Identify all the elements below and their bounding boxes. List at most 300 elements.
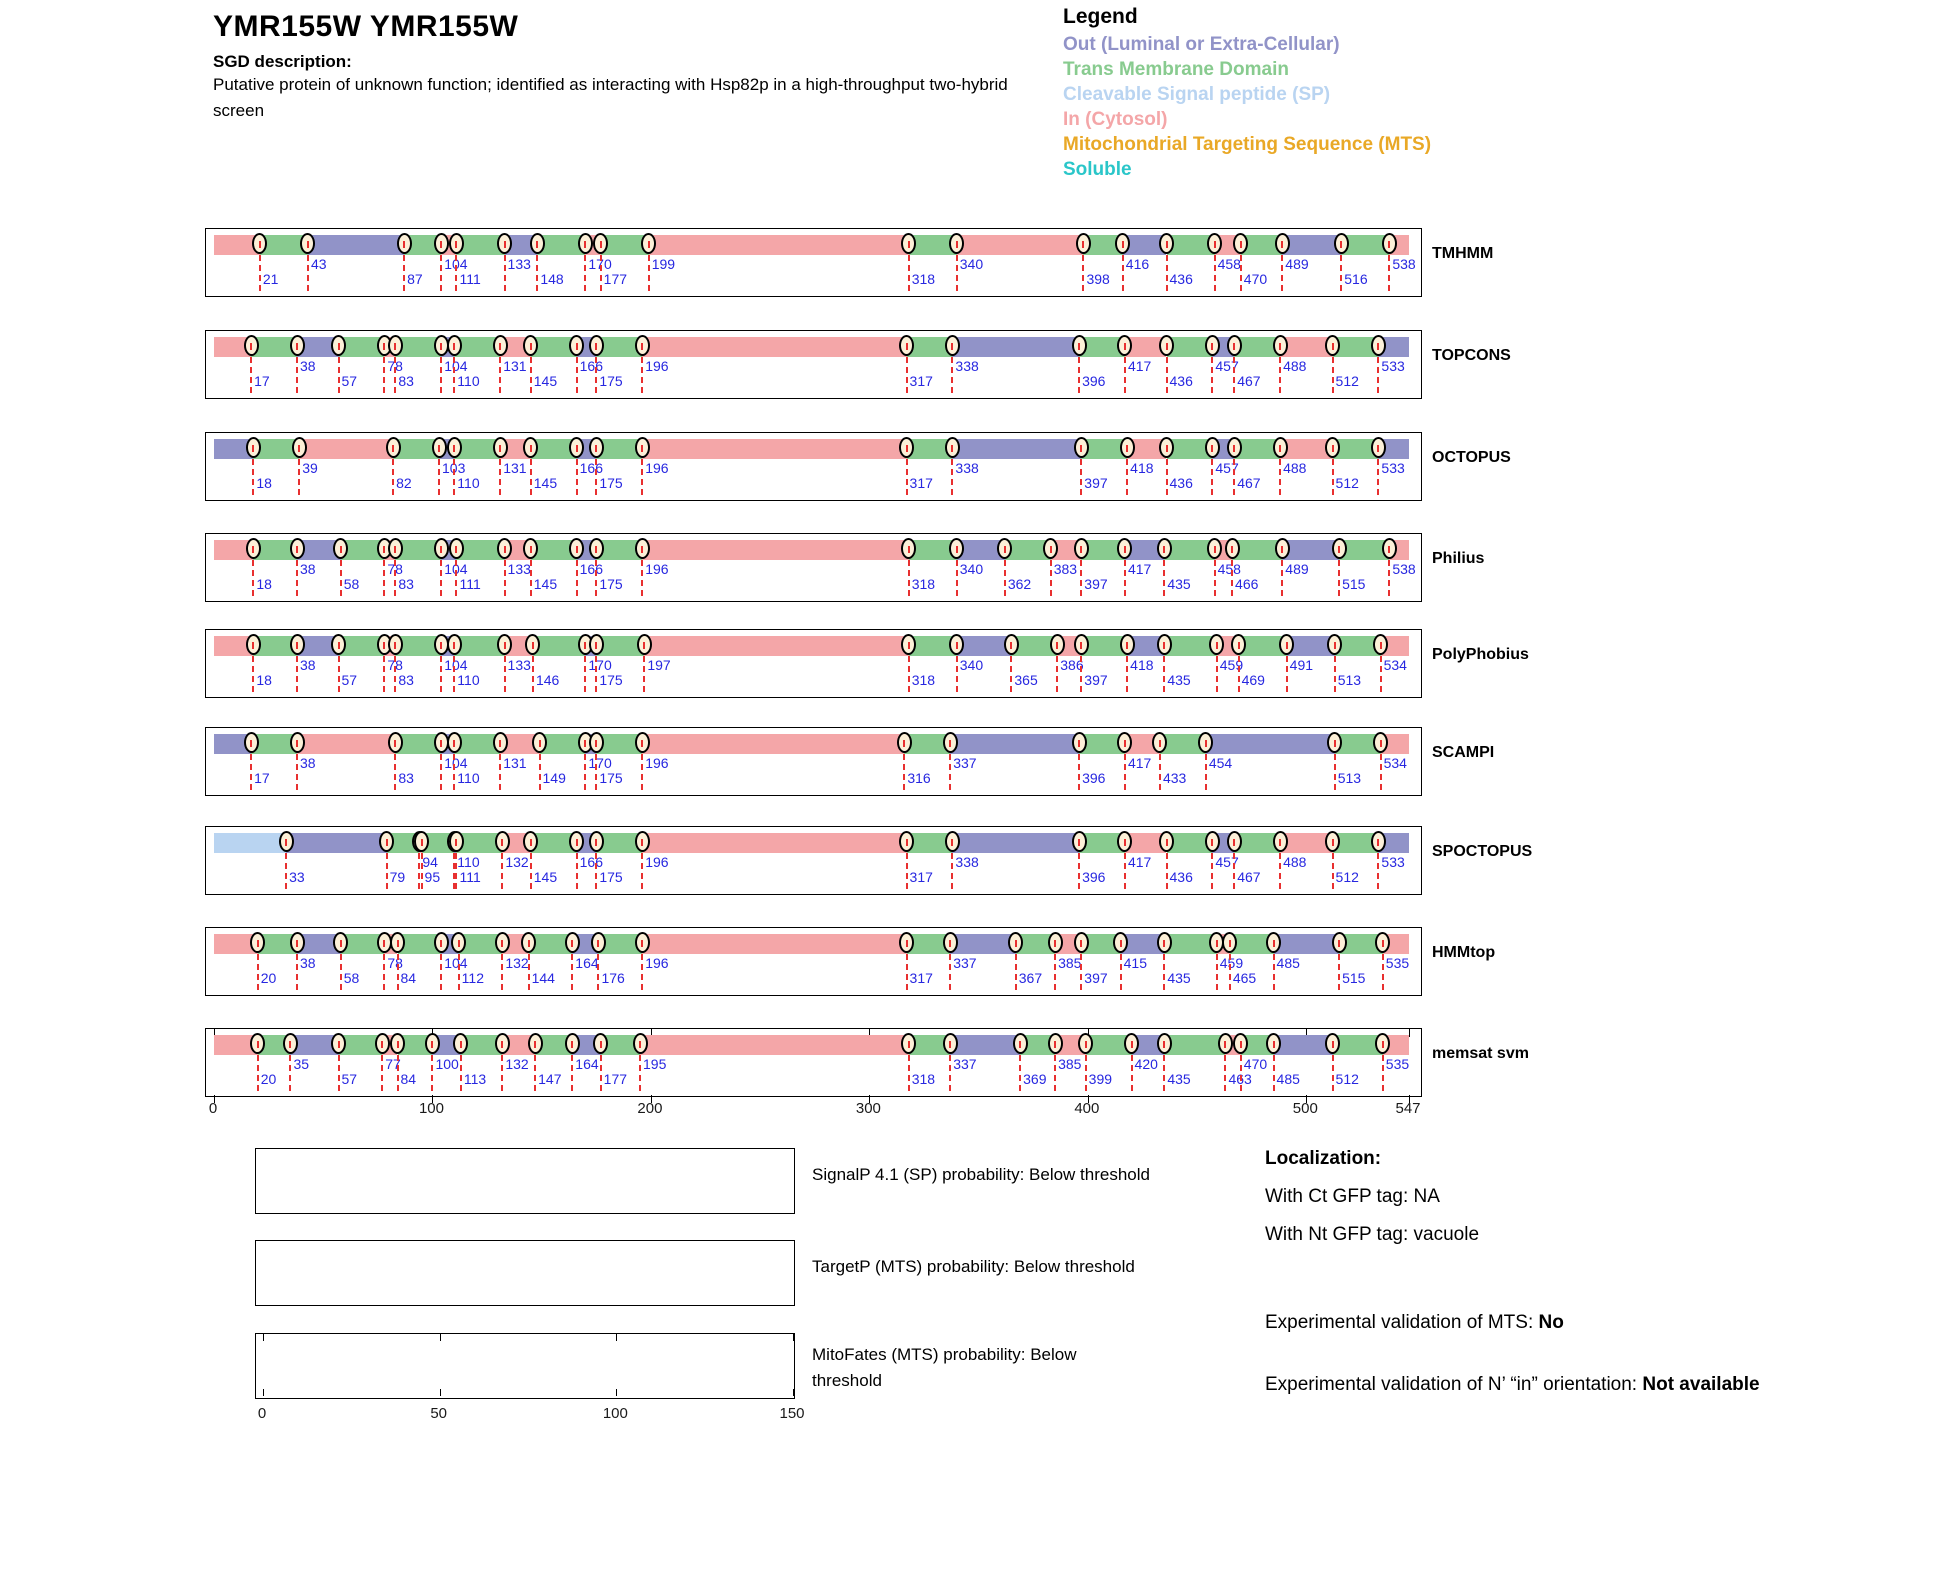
boundary-marker-dash <box>440 546 442 553</box>
boundary-marker-dash <box>453 343 455 350</box>
boundary-marker-icon <box>493 437 508 458</box>
boundary-number: 38 <box>300 561 316 577</box>
boundary-marker-dash <box>504 546 506 553</box>
boundary-marker-icon <box>388 732 403 753</box>
boundary-marker-icon <box>1157 538 1172 559</box>
sequence-axis-tick-label: 300 <box>855 1100 881 1117</box>
boundary-marker-dash <box>383 940 385 947</box>
boundary-marker-dash <box>1240 241 1242 248</box>
boundary-marker-dash <box>949 940 951 947</box>
boundary-marker-icon <box>945 335 960 356</box>
boundary-marker-dash <box>1078 740 1080 747</box>
boundary-number: 110 <box>457 373 480 389</box>
boundary-marker-dash <box>1078 839 1080 846</box>
legend-item-soluble: Soluble <box>1063 159 1132 180</box>
mts-validation-line <box>1265 1312 1564 1334</box>
boundary-marker-icon <box>589 732 604 753</box>
boundary-marker-dash <box>1163 546 1165 553</box>
track-box-TOPCONS <box>205 330 1422 399</box>
boundary-marker-icon <box>449 831 464 852</box>
boundary-marker-icon <box>635 437 650 458</box>
boundary-marker-icon <box>532 732 547 753</box>
boundary-number: 467 <box>1237 475 1261 491</box>
boundary-marker-dash <box>648 241 650 248</box>
boundary-number: 397 <box>1084 475 1108 491</box>
boundary-marker-dash <box>1231 546 1233 553</box>
boundary-marker-dash <box>381 1041 383 1048</box>
boundary-number: 170 <box>588 657 612 673</box>
boundary-marker-dash <box>1216 642 1218 649</box>
legend-item-sp: Cleavable Signal peptide (SP) <box>1063 84 1331 105</box>
boundary-number: 488 <box>1283 854 1307 870</box>
boundary-number: 197 <box>647 657 671 673</box>
boundary-marker-dash <box>597 940 599 947</box>
track-label-SPOCTOPUS: SPOCTOPUS <box>1432 843 1533 860</box>
boundary-marker-icon <box>1325 1033 1340 1054</box>
prob-tick-top <box>440 1334 441 1341</box>
boundary-number: 467 <box>1237 869 1261 885</box>
boundary-marker-dash <box>1080 940 1082 947</box>
boundary-marker-dash <box>397 1041 399 1048</box>
boundary-marker-icon <box>1227 335 1242 356</box>
boundary-number: 340 <box>959 256 984 272</box>
boundary-number: 435 <box>1167 1071 1191 1087</box>
boundary-marker-icon <box>1266 932 1281 953</box>
boundary-number: 318 <box>911 1071 936 1087</box>
boundary-marker-icon <box>633 1033 648 1054</box>
boundary-marker-icon <box>1157 1033 1172 1054</box>
sgd-description-text: Putative protein of unknown function; identified as interacting with Hsp82p in a high-throughput two-hybrid screen <box>213 75 1008 121</box>
boundary-marker-icon <box>1205 831 1220 852</box>
boundary-marker-dash <box>1332 445 1334 452</box>
boundary-marker-dash <box>1233 839 1235 846</box>
boundary-marker-dash <box>643 642 645 649</box>
ruler-tick-top <box>1409 1029 1410 1037</box>
boundary-marker-dash <box>1004 546 1006 553</box>
segment-out <box>950 1035 1020 1055</box>
boundary-number: 399 <box>1088 1071 1113 1087</box>
boundary-marker-icon <box>565 932 580 953</box>
boundary-marker-dash <box>641 445 643 452</box>
boundary-marker-icon <box>414 831 429 852</box>
boundary-marker-icon <box>1275 233 1290 254</box>
boundary-marker-icon <box>390 932 405 953</box>
boundary-marker-dash <box>250 740 252 747</box>
boundary-marker-icon <box>1373 732 1388 753</box>
track-label-TMHMM: TMHMM <box>1432 245 1494 262</box>
boundary-marker-dash <box>530 445 532 452</box>
boundary-number: 196 <box>645 358 669 374</box>
boundary-number: 457 <box>1215 460 1239 476</box>
boundary-number: 149 <box>542 770 566 786</box>
boundary-marker-icon <box>290 634 305 655</box>
boundary-number: 397 <box>1084 672 1108 688</box>
prob-tick-bottom <box>440 1389 441 1396</box>
segment-in <box>642 337 906 357</box>
boundary-marker-icon <box>449 538 464 559</box>
boundary-number: 38 <box>300 755 316 771</box>
track-box-OCTOPUS <box>205 432 1422 501</box>
boundary-marker-icon <box>246 437 261 458</box>
boundary-marker-dash <box>595 546 597 553</box>
boundary-marker-dash <box>595 642 597 649</box>
boundary-marker-dash <box>252 445 254 452</box>
boundary-number: 18 <box>256 475 272 491</box>
boundary-marker-icon <box>279 831 294 852</box>
boundary-marker-dash <box>908 1041 910 1048</box>
boundary-marker-dash <box>1338 546 1340 553</box>
boundary-marker-dash <box>530 343 532 350</box>
boundary-marker-icon <box>1207 233 1222 254</box>
boundary-marker-icon <box>493 732 508 753</box>
boundary-number: 164 <box>575 1056 599 1072</box>
boundary-marker-dash <box>1163 642 1165 649</box>
boundary-number: 38 <box>300 358 316 374</box>
boundary-marker-icon <box>290 932 305 953</box>
boundary-marker-dash <box>394 546 396 553</box>
boundary-marker-dash <box>1124 839 1126 846</box>
boundary-marker-dash <box>1054 1041 1056 1048</box>
boundary-number: 416 <box>1125 256 1150 272</box>
boundary-marker-dash <box>383 343 385 350</box>
track-box-TMHMM <box>205 228 1422 297</box>
track-box-SCAMPI <box>205 727 1422 796</box>
boundary-marker-dash <box>338 1041 340 1048</box>
boundary-marker-dash <box>1080 445 1082 452</box>
boundary-marker-dash <box>1380 740 1382 747</box>
boundary-marker-icon <box>943 932 958 953</box>
boundary-marker-dash <box>438 445 440 452</box>
boundary-number: 57 <box>341 1071 358 1087</box>
track-label-SCAMPI: SCAMPI <box>1432 744 1495 761</box>
boundary-marker-dash <box>394 642 396 649</box>
boundary-number: 38 <box>300 955 316 971</box>
boundary-marker-icon <box>565 1033 580 1054</box>
boundary-number: 367 <box>1018 970 1043 986</box>
boundary-marker-dash <box>595 740 597 747</box>
boundary-number: 340 <box>959 657 984 673</box>
boundary-marker-dash <box>296 343 298 350</box>
boundary-number: 318 <box>911 271 936 287</box>
boundary-marker-dash <box>1159 740 1161 747</box>
boundary-number: 17 <box>254 373 270 389</box>
boundary-marker-dash <box>1286 642 1288 649</box>
boundary-marker-dash <box>908 642 910 649</box>
boundary-marker-dash <box>595 839 597 846</box>
boundary-marker-dash <box>431 1041 433 1048</box>
boundary-marker-icon <box>1159 335 1174 356</box>
localization-heading: Localization: <box>1265 1148 1382 1169</box>
boundary-marker-dash <box>501 1041 503 1048</box>
boundary-marker-icon <box>497 538 512 559</box>
boundary-marker-dash <box>539 740 541 747</box>
probability-axis-tick-label: 0 <box>257 1405 267 1422</box>
boundary-number: 166 <box>579 561 603 577</box>
prob-tick-bottom <box>616 1389 617 1396</box>
boundary-marker-dash <box>453 642 455 649</box>
boundary-number: 58 <box>343 576 360 592</box>
boundary-marker-dash <box>458 940 460 947</box>
boundary-number: 133 <box>507 561 531 577</box>
prob-tick-top <box>793 1334 794 1341</box>
boundary-number: 177 <box>603 271 628 287</box>
boundary-marker-icon <box>528 1033 543 1054</box>
boundary-marker-icon <box>379 831 394 852</box>
boundary-number: 196 <box>645 460 669 476</box>
boundary-number: 175 <box>599 770 623 786</box>
boundary-marker-dash <box>600 241 602 248</box>
boundary-number: 111 <box>459 869 481 885</box>
boundary-marker-dash <box>951 445 953 452</box>
boundary-marker-icon <box>635 831 650 852</box>
boundary-marker-icon <box>447 335 462 356</box>
boundary-number: 362 <box>1007 576 1032 592</box>
boundary-number: 104 <box>444 256 468 272</box>
boundary-marker-dash <box>1080 642 1082 649</box>
boundary-marker-dash <box>455 241 457 248</box>
boundary-number: 103 <box>442 460 466 476</box>
boundary-marker-dash <box>1163 1041 1165 1048</box>
boundary-marker-dash <box>455 839 457 846</box>
boundary-marker-dash <box>584 740 586 747</box>
boundary-marker-icon <box>497 634 512 655</box>
boundary-number: 318 <box>911 672 936 688</box>
boundary-number: 512 <box>1335 475 1359 491</box>
boundary-number: 110 <box>457 475 480 491</box>
boundary-marker-icon <box>1048 1033 1063 1054</box>
boundary-marker-dash <box>1382 1041 1384 1048</box>
boundary-number: 78 <box>387 657 403 673</box>
segment-out <box>950 934 1016 954</box>
boundary-marker-dash <box>600 1041 602 1048</box>
boundary-marker-dash <box>530 839 532 846</box>
boundary-marker-icon <box>899 831 914 852</box>
boundary-marker-icon <box>1159 437 1174 458</box>
boundary-marker-icon <box>589 634 604 655</box>
boundary-marker-dash <box>1056 642 1058 649</box>
boundary-marker-dash <box>1388 546 1390 553</box>
boundary-marker-icon <box>521 932 536 953</box>
boundary-number: 104 <box>444 755 468 771</box>
track-label-OCTOPUS: OCTOPUS <box>1432 449 1511 466</box>
boundary-number: 145 <box>533 576 558 592</box>
segment-out <box>308 235 404 255</box>
segment-out <box>1282 540 1339 560</box>
segment-out <box>1282 235 1341 255</box>
boundary-marker-icon <box>1371 437 1386 458</box>
boundary-marker-dash <box>1377 343 1379 350</box>
boundary-number: 436 <box>1169 271 1193 287</box>
boundary-marker-dash <box>1281 546 1283 553</box>
segment-out <box>952 337 1079 357</box>
boundary-number: 398 <box>1086 271 1110 287</box>
boundary-marker-dash <box>1233 445 1235 452</box>
boundary-marker-icon <box>578 233 593 254</box>
localization-nt-gfp: With Nt GFP tag: vacuole <box>1265 1224 1480 1245</box>
boundary-number: 104 <box>444 358 468 374</box>
boundary-marker-icon <box>246 634 261 655</box>
boundary-number: 94 <box>422 854 438 870</box>
boundary-marker-dash <box>252 642 254 649</box>
boundary-marker-dash <box>906 343 908 350</box>
boundary-marker-dash <box>340 940 342 947</box>
boundary-marker-icon <box>1072 831 1087 852</box>
boundary-number: 20 <box>260 1071 277 1087</box>
segment-out <box>1206 734 1335 754</box>
boundary-marker-icon <box>591 932 606 953</box>
boundary-marker-icon <box>589 538 604 559</box>
segment-in <box>644 636 908 656</box>
boundary-marker-dash <box>1054 940 1056 947</box>
boundary-marker-icon <box>1332 538 1347 559</box>
prob-tick-bottom <box>793 1389 794 1396</box>
boundary-marker-icon <box>530 233 545 254</box>
boundary-marker-dash <box>1216 940 1218 947</box>
boundary-marker-icon <box>244 732 259 753</box>
boundary-number: 534 <box>1383 657 1407 673</box>
boundary-marker-dash <box>296 546 298 553</box>
boundary-number: 100 <box>435 1056 459 1072</box>
boundary-number: 78 <box>387 561 403 577</box>
boundary-marker-dash <box>1281 241 1283 248</box>
boundary-marker-dash <box>906 445 908 452</box>
boundary-marker-icon <box>1050 634 1065 655</box>
boundary-marker-dash <box>1332 1041 1334 1048</box>
boundary-number: 83 <box>398 373 414 389</box>
boundary-number: 488 <box>1283 460 1307 476</box>
boundary-marker-icon <box>1207 538 1222 559</box>
boundary-marker-icon <box>899 932 914 953</box>
orientation-validation-value: Not available <box>1642 1374 1760 1395</box>
boundary-marker-icon <box>1382 233 1397 254</box>
boundary-marker-icon <box>447 732 462 753</box>
boundary-number: 95 <box>424 869 441 885</box>
boundary-marker-dash <box>1131 1041 1133 1048</box>
boundary-number: 317 <box>909 373 933 389</box>
boundary-marker-icon <box>1325 831 1340 852</box>
boundary-marker-icon <box>943 1033 958 1054</box>
boundary-number: 166 <box>579 854 603 870</box>
boundary-marker-dash <box>1124 546 1126 553</box>
boundary-marker-icon <box>432 437 447 458</box>
boundary-marker-icon <box>1159 831 1174 852</box>
boundary-number: 415 <box>1123 955 1147 971</box>
boundary-number: 21 <box>262 271 279 287</box>
boundary-marker-dash <box>1085 1041 1087 1048</box>
boundary-number: 533 <box>1381 460 1405 476</box>
boundary-marker-icon <box>290 732 305 753</box>
page-title: YMR155W YMR155W <box>213 10 519 43</box>
boundary-marker-icon <box>292 437 307 458</box>
boundary-marker-icon <box>1227 437 1242 458</box>
boundary-marker-icon <box>447 437 462 458</box>
boundary-number: 385 <box>1058 1056 1082 1072</box>
boundary-marker-dash <box>1078 343 1080 350</box>
boundary-number: 337 <box>953 755 977 771</box>
track-label-PolyPhobius: PolyPhobius <box>1432 646 1529 663</box>
boundary-marker-icon <box>1325 437 1340 458</box>
boundary-marker-icon <box>635 932 650 953</box>
segment-out <box>952 833 1079 853</box>
boundary-number: 175 <box>599 576 623 592</box>
boundary-marker-dash <box>1334 740 1336 747</box>
boundary-marker-dash <box>903 740 905 747</box>
boundary-number: 465 <box>1232 970 1257 986</box>
boundary-marker-dash <box>1338 940 1340 947</box>
boundary-marker-icon <box>1072 335 1087 356</box>
boundary-marker-dash <box>499 445 501 452</box>
boundary-marker-icon <box>899 437 914 458</box>
boundary-number: 535 <box>1385 955 1410 971</box>
boundary-number: 513 <box>1337 672 1362 688</box>
boundary-marker-dash <box>394 343 396 350</box>
boundary-marker-icon <box>495 1033 510 1054</box>
boundary-number: 145 <box>533 475 558 491</box>
boundary-marker-dash <box>532 642 534 649</box>
boundary-number: 145 <box>533 869 558 885</box>
boundary-number: 83 <box>398 770 414 786</box>
boundary-number: 470 <box>1243 1056 1268 1072</box>
boundary-number: 369 <box>1023 1071 1047 1087</box>
boundary-marker-dash <box>576 343 578 350</box>
legend-heading: Legend <box>1063 5 1138 28</box>
boundary-marker-dash <box>397 940 399 947</box>
boundary-marker-dash <box>250 343 252 350</box>
boundary-marker-icon <box>386 437 401 458</box>
boundary-number: 533 <box>1381 358 1405 374</box>
boundary-number: 436 <box>1169 475 1193 491</box>
boundary-number: 515 <box>1342 970 1366 986</box>
boundary-number: 365 <box>1014 672 1038 688</box>
boundary-marker-dash <box>504 241 506 248</box>
boundary-number: 463 <box>1228 1071 1252 1087</box>
boundary-number: 131 <box>503 460 527 476</box>
boundary-number: 535 <box>1385 1056 1410 1072</box>
probability-axis-tick-label: 50 <box>430 1405 447 1422</box>
boundary-number: 467 <box>1237 373 1261 389</box>
boundary-marker-icon <box>1273 437 1288 458</box>
boundary-number: 396 <box>1082 373 1106 389</box>
signalp-plot-label: SignalP 4.1 (SP) probability: Below threshold <box>812 1165 1150 1184</box>
boundary-marker-dash <box>296 642 298 649</box>
boundary-number: 435 <box>1167 672 1191 688</box>
boundary-marker-icon <box>1157 932 1172 953</box>
boundary-marker-dash <box>252 546 254 553</box>
segment-out <box>286 833 386 853</box>
boundary-marker-icon <box>1334 233 1349 254</box>
boundary-marker-icon <box>1124 1033 1139 1054</box>
boundary-marker-dash <box>576 445 578 452</box>
boundary-marker-icon <box>1205 437 1220 458</box>
boundary-number: 147 <box>538 1071 562 1087</box>
mitofates-plot <box>255 1333 795 1399</box>
segment-in <box>957 235 1084 255</box>
boundary-marker-dash <box>1332 839 1334 846</box>
boundary-number: 148 <box>540 271 564 287</box>
boundary-number: 104 <box>444 955 468 971</box>
boundary-marker-dash <box>296 940 298 947</box>
mts-validation-prefix: Experimental validation of MTS: <box>1265 1312 1539 1333</box>
boundary-marker-dash <box>499 343 501 350</box>
boundary-number: 512 <box>1335 373 1359 389</box>
boundary-marker-dash <box>338 642 340 649</box>
boundary-marker-dash <box>956 642 958 649</box>
boundary-marker-dash <box>906 839 908 846</box>
segment-sp <box>214 833 286 853</box>
boundary-marker-icon <box>637 634 652 655</box>
boundary-number: 318 <box>911 576 936 592</box>
boundary-marker-icon <box>244 335 259 356</box>
